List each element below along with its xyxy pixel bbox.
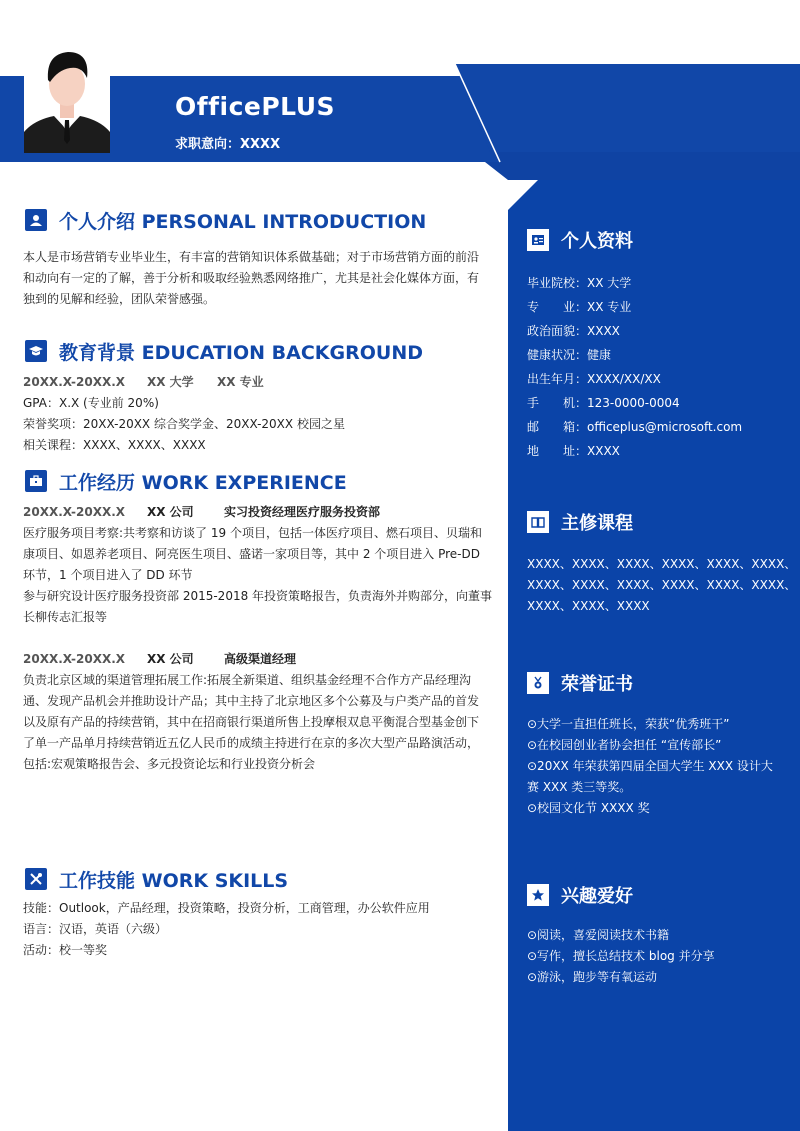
honors-list [527,714,789,819]
graduation-cap-icon [25,340,47,362]
section-title-courses: 主修课程 [527,510,633,534]
job-row-head: 20XX.X-20XX.X XX 公司 实习投资经理医疗服务投资部 [23,505,381,519]
education-block: 20XX.X-20XX.X XX 大学 XX 专业 GPA：X.X (专业前 20%) 荣誉奖项：20XX-20XX 综合奖学金、20XX-20XX 校园之星 相关课程：XXXX、XXXX、XXXX [23,372,485,456]
section-title-profile: 个人资料 [527,228,633,252]
profile-item: 政治面貌：XXXX [527,324,620,338]
list-item: ⊙20XX 年荣获第四届全国大学生 XXX 设计大 [527,759,773,773]
tools-icon [25,868,47,890]
medal-icon [527,672,549,694]
profile-list [527,271,789,463]
list-item: ⊙写作，擅长总结技术 blog 并分享 [527,949,715,963]
intro-text: 本人是市场营销专业毕业生，有丰富的营销知识体系做基础；对于市场营销方面的前沿 和动向有一定的了解，善于分析和吸取经验熟悉网络推广，尤其是社会化媒体方面，有 独到的见解和经验，团队荣誉感强。 [23,250,480,306]
profile-item: 健康状况：健康 [527,348,612,362]
courses-list: XXXX、XXXX、XXXX、XXXX、XXXX、XXXX、 XXXX、XXXX、XXXX、XXXX、XXXX、XXXX、 XXXX、XXXX、XXXX [527,557,797,613]
book-icon [527,511,549,533]
profile-item: 出生年月：XXXX/XX/XX [527,372,661,386]
profile-item: 毕业院校：XX 大学 [527,276,632,290]
section-title-skills: 工作技能 WORK SKILLS [25,865,288,893]
list-item: ⊙在校园创业者协会担任 “宣传部长” [527,738,722,752]
list-item: ⊙校园文化节 XXXX 奖 [527,801,650,815]
profile-item: 手 机：123-0000-0004 [527,396,680,410]
education-row-head: 20XX.X-20XX.X XX 大学 XX 专业 [23,375,264,389]
section-title-hobbies: 兴趣爱好 [527,883,633,907]
person-icon [25,209,47,231]
avatar [24,40,110,153]
header-band [0,0,800,180]
star-icon [527,884,549,906]
list-item: 赛 XXX 类三等奖。 [527,780,632,794]
job-intent: 求职意向：XXXX [175,137,281,152]
candidate-name: OfficePLUS [175,92,336,121]
briefcase-icon [25,470,47,492]
id-card-icon [527,229,549,251]
work-job-1: 20XX.X-20XX.X XX 公司 实习投资经理医疗服务投资部 医疗服务项目考察:共考察和访谈了 19 个项目，包括一体医疗项目、燃石项目、贝瑞和 康项目、如恩养老项目、阿亮医生项目、盛诺一家项目等，其中 2 个项目进入 Pre-DD 环节，1 个项目进入了 DD 环节 参与研究设计医疗服务投资部 2015-2018 年投资策略报告，负责海外并购部分，向董事 长柳传志汇报等 [23,502,485,628]
list-item: ⊙阅读，喜爱阅读技术书籍 [527,928,670,942]
profile-item: 邮 箱：officeplus@microsoft.com [527,420,743,434]
section-title-work: 工作经历 WORK EXPERIENCE [25,467,347,495]
section-title-education: 教育背景 EDUCATION BACKGROUND [25,337,423,365]
skills-text: 技能：Outlook，产品经理，投资策略，投资分析，工商管理，办公软件应用 语言：汉语，英语（六级） 活动：校一等奖 [23,901,430,957]
section-title-intro: 个人介绍 PERSONAL INTRODUCTION [25,206,426,234]
list-item: ⊙游泳，跑步等有氧运动 [527,970,658,984]
hobbies-list [527,925,789,988]
list-item: ⊙大学一直担任班长，荣获“优秀班干” [527,717,730,731]
profile-item: 地 址：XXXX [527,444,620,458]
profile-item: 专 业：XX 专业 [527,300,632,314]
job-row-head: 20XX.X-20XX.X XX 公司 高级渠道经理 [23,652,297,666]
work-job-2: 20XX.X-20XX.X XX 公司 高级渠道经理 负责北京区域的渠道管理拓展工作:拓展全新渠道、组织基金经理不合作方产品经理沟 通、发现产品机会并推助设计产品；其中主持了北京地区多个公募及与户类产品的首发 以及原有产品的持续营销，其中在招商银行渠道所售上投摩根双息平衡混合型基金创下 了单一产品单月持续营销近五亿人民币的成绩主持进行在京的多次大型产品路演活动， 包括:宏观策略报告会、多元投资论坛和行业投资分析会 [23,649,485,775]
section-title-honors: 荣誉证书 [527,671,633,695]
